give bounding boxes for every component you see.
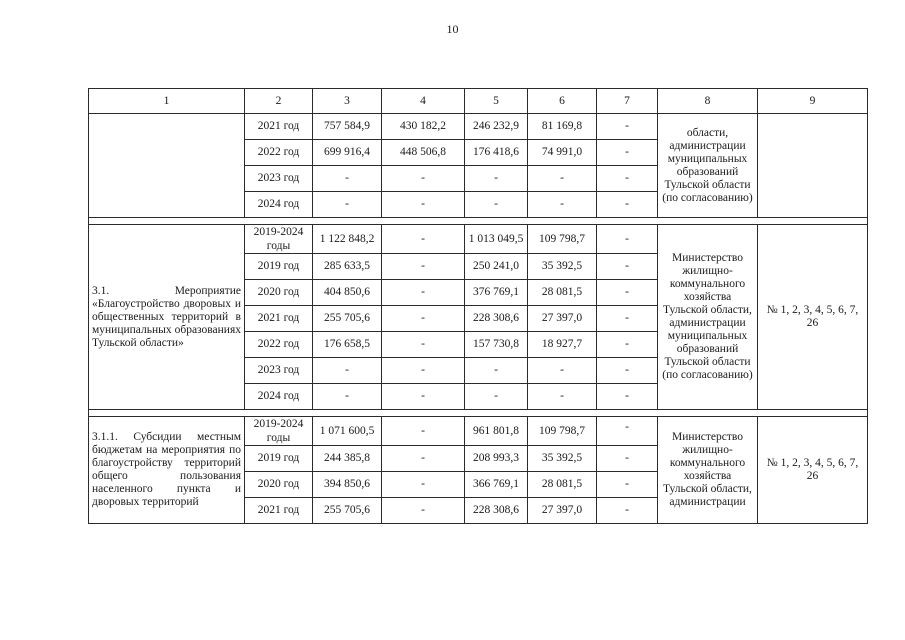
value-cell: - [528,166,597,192]
value-cell: - [597,114,658,140]
value-cell: - [465,192,528,218]
value-cell: 157 730,8 [465,332,528,358]
table-row [89,225,868,254]
value-cell: 1 013 049,5 [465,225,528,254]
value-cell: - [528,384,597,410]
value-cell: - [382,280,465,306]
value-cell: - [313,192,382,218]
results-cell [758,114,868,218]
value-cell: 109 798,7 [528,225,597,254]
value-cell: 176 658,5 [313,332,382,358]
event-cell [89,114,245,218]
block-separator [89,218,868,225]
value-cell: - [528,192,597,218]
results-cell: № 1, 2, 3, 4, 5, 6, 7, 26 [758,225,868,410]
header-cell: 2 [245,89,313,114]
value-cell: - [382,446,465,472]
value-cell: - [382,472,465,498]
value-cell: 250 241,0 [465,254,528,280]
value-cell: 228 308,6 [465,306,528,332]
header-cell: 1 [89,89,245,114]
year-cell: 2024 год [245,384,313,410]
value-cell: - [597,358,658,384]
responsible-cell: области, администрации муниципальных образований Тульской области (по согласованию) [658,114,758,218]
responsible-cell: Министерство жилищно-коммунального хозяйства Тульской области, администрации муниципальных образований Тульской области (по согласованию) [658,225,758,410]
value-cell: - [382,384,465,410]
event-cell: 3.1.1. Субсидии местным бюджетам на мероприятия по благоустройству территорий общего пользования населенного пункта и дворовых территорий [89,417,245,524]
year-cell: 2019 год [245,446,313,472]
value-cell: - [382,332,465,358]
value-cell: 28 081,5 [528,472,597,498]
year-cell: 2022 год [245,140,313,166]
value-cell: 404 850,6 [313,280,382,306]
year-cell: 2022 год [245,332,313,358]
value-cell: 228 308,6 [465,498,528,524]
header-cell: 8 [658,89,758,114]
event-cell: 3.1. Мероприятие «Благоустройство дворовых и общественных территорий в муниципальных образованиях Тульской области» [89,225,245,410]
value-cell: 18 927,7 [528,332,597,358]
value-cell: 1 122 848,2 [313,225,382,254]
header-row [89,89,868,114]
value-cell: - [597,498,658,524]
value-cell: - [597,254,658,280]
value-cell: - [597,140,658,166]
value-cell: 81 169,8 [528,114,597,140]
year-cell: 2019-2024 годы [245,417,313,446]
header-cell: 5 [465,89,528,114]
value-cell: 109 798,7 [528,417,597,446]
value-cell: 366 769,1 [465,472,528,498]
separator-cell [89,410,868,417]
year-cell: 2021 год [245,498,313,524]
value-cell: 255 705,6 [313,498,382,524]
value-cell: 208 993,3 [465,446,528,472]
results-cell: № 1, 2, 3, 4, 5, 6, 7, 26 [758,417,868,524]
header-cell: 6 [528,89,597,114]
value-cell: 35 392,5 [528,254,597,280]
year-cell: 2023 год [245,166,313,192]
header-cell: 3 [313,89,382,114]
value-cell: 394 850,6 [313,472,382,498]
responsible-cell: Министерство жилищно-коммунального хозяйства Тульской области, администрации [658,417,758,524]
year-cell: 2023 год [245,358,313,384]
value-cell: - [465,384,528,410]
value-cell: - [597,332,658,358]
value-cell: - [465,358,528,384]
value-cell: 74 991,0 [528,140,597,166]
year-cell: 2019 год [245,254,313,280]
value-cell: 699 916,4 [313,140,382,166]
year-cell: 2020 год [245,280,313,306]
table-row [89,417,868,446]
value-cell: - [382,225,465,254]
value-cell: - [382,498,465,524]
value-cell: 1 071 600,5 [313,417,382,446]
value-cell: 244 385,8 [313,446,382,472]
value-cell: - [313,166,382,192]
value-cell: - [382,417,465,446]
value-cell: - [313,358,382,384]
value-cell: - [382,166,465,192]
value-cell: 27 397,0 [528,306,597,332]
year-cell: 2021 год [245,306,313,332]
year-cell: 2024 год [245,192,313,218]
year-cell: 2021 год [245,114,313,140]
value-cell: 176 418,6 [465,140,528,166]
header-cell: 4 [382,89,465,114]
value-cell: - [597,280,658,306]
value-cell: 255 705,6 [313,306,382,332]
value-cell: - [382,306,465,332]
value-cell: - [597,472,658,498]
block-separator [89,410,868,417]
value-cell: 430 182,2 [382,114,465,140]
value-cell: 376 769,1 [465,280,528,306]
value-cell: 757 584,9 [313,114,382,140]
value-cell: - [597,417,658,446]
table-row [89,114,868,140]
value-cell: - [382,358,465,384]
header-cell: 9 [758,89,868,114]
value-cell: 28 081,5 [528,280,597,306]
page-number: 10 [446,22,459,36]
value-cell: 35 392,5 [528,446,597,472]
value-cell: - [597,192,658,218]
value-cell: - [382,254,465,280]
header-cell: 7 [597,89,658,114]
value-cell: 27 397,0 [528,498,597,524]
value-cell: - [597,166,658,192]
year-cell: 2020 год [245,472,313,498]
value-cell: 448 506,8 [382,140,465,166]
year-cell: 2019-2024 годы [245,225,313,254]
value-cell: - [597,446,658,472]
value-cell: 285 633,5 [313,254,382,280]
value-cell: - [597,384,658,410]
value-cell: - [597,306,658,332]
program-table [88,88,868,524]
value-cell: - [465,166,528,192]
value-cell: 246 232,9 [465,114,528,140]
value-cell: - [597,225,658,254]
value-cell: - [528,358,597,384]
value-cell: 961 801,8 [465,417,528,446]
value-cell: - [382,192,465,218]
value-cell: - [313,384,382,410]
separator-cell [89,218,868,225]
